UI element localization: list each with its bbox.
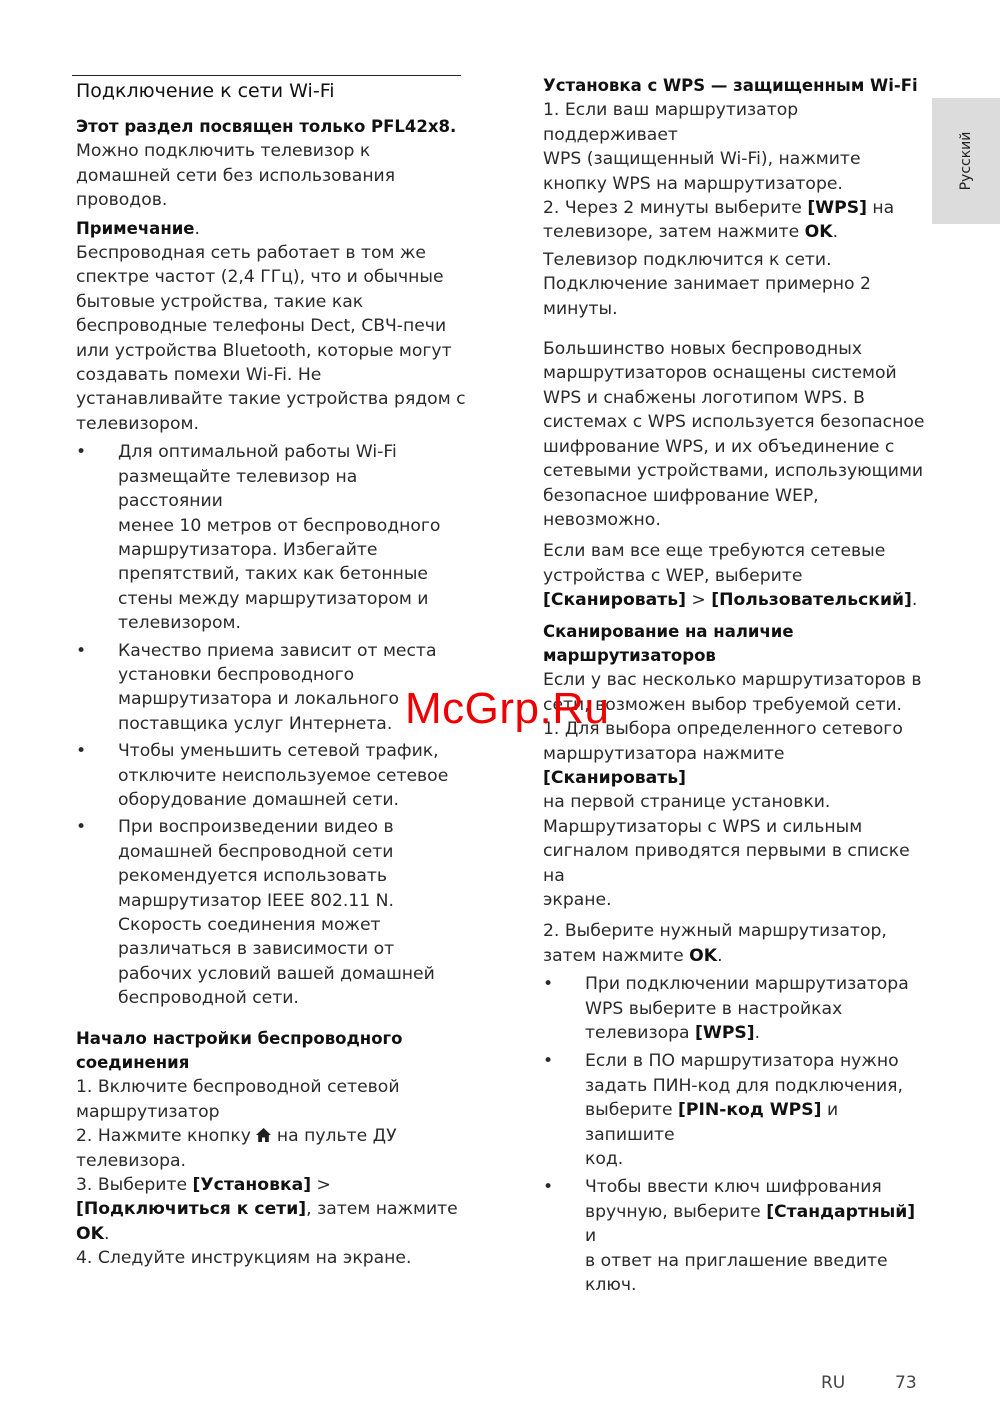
wep-line-6: сетевыми устройствами, использующими — [543, 461, 924, 482]
wps-step-2-line-2: телевизоре, затем нажмите OK. — [543, 222, 839, 243]
scan-line-2: сети, возможен выбор требуемой сети. — [543, 694, 902, 715]
language-tab — [932, 98, 1000, 224]
wps-result-line-2: Подключение занимает примерно 2 — [543, 274, 871, 295]
step-1-line-2: маршрутизатор — [76, 1101, 220, 1122]
intro-line-2: домашней сети без использования — [76, 165, 396, 186]
wps-heading: Установка с WPS — защищенным Wi-Fi — [543, 76, 918, 95]
wep-line-1: Большинство новых беспроводных — [543, 339, 863, 360]
step-2-line-2: телевизора. — [76, 1150, 187, 1171]
model-note: Этот раздел посвящен только PFL42x8. — [76, 117, 457, 136]
wps-result-line-1: Телевизор подключится к сети. — [543, 249, 832, 270]
note-line-7: устанавливайте такие устройства рядом с — [76, 389, 466, 410]
step-2-line-1: 2. Нажмите кнопку на пульте ДУ — [76, 1126, 397, 1147]
wps-result-line-3: минуты. — [543, 298, 618, 319]
wep-line-5: шифрование WPS, и их объединение с — [543, 436, 895, 457]
scan-heading-line-1: Сканирование на наличие — [543, 621, 794, 641]
intro-line-3: проводов. — [76, 190, 168, 211]
wep2-line-2: устройства с WEP, выберите — [543, 565, 803, 586]
wep-line-3: WPS и снабжены логотипом WPS. В — [543, 387, 865, 408]
step-3-line-1: 3. Выберите [Установка] > — [76, 1175, 331, 1196]
step-1-line-1: 1. Включите беспроводной сетевой — [76, 1077, 400, 1098]
page-number: 73 — [895, 1373, 917, 1393]
note-line-4: беспроводные телефоны Dect, СВЧ-печи — [76, 316, 447, 337]
scan-heading-line-2: маршрутизаторов — [543, 645, 716, 665]
scan-line-1: Если у вас несколько маршрутизаторов в — [543, 670, 922, 691]
scan-line-5: на первой странице установки. — [543, 792, 831, 813]
wps-step-1-line-2: WPS (защищенный Wi-Fi), нажмите — [543, 149, 861, 170]
note-line-1: Беспроводная сеть работает в том же — [76, 243, 426, 264]
bullet-reception-quality: • Качество приема зависит от места установки беспроводного маршрутизатора и локального поставщика услуг Интернета. — [76, 640, 437, 734]
bullet-video-playback: • При воспроизведении видео в домашней беспроводной сети рекомендуется использовать маршрутизатор IEEE 802.11 N. Скорость соединения может различаться в зависимости от рабочих условий вашей домашней беспроводной сети. — [76, 817, 435, 1009]
scan-step-2-line-1: 2. Выберите нужный маршрутизатор, — [543, 921, 887, 942]
scan-line-8: экране. — [543, 890, 612, 910]
wep-line-8: невозможно. — [543, 509, 661, 530]
note-line-2: спектре частот (2,4 ГГц), что и обычные — [76, 267, 444, 288]
scan-line-4: маршрутизатора нажмите [Сканировать] — [543, 743, 785, 788]
section-heading-line-2: соединения — [76, 1053, 190, 1073]
wps-step-1-line-3: кнопку WPS на маршрутизаторе. — [543, 173, 843, 194]
note-line-5: или устройства Bluetooth, которые могут — [76, 340, 452, 361]
bullet-wps-router: • При подключении маршрутизатора WPS выберите в настройках телевизора [WPS]. — [543, 974, 909, 1044]
title-rule — [72, 75, 461, 76]
wep-line-4: системах с WPS используется безопасное — [543, 412, 925, 433]
bullet-pin-code: • Если в ПО маршрутизатора нужно задать ПИН-код для подключения, выберите [PIN-код WPS] и запишите код. — [543, 1051, 903, 1170]
scan-line-6: Маршрутизаторы с WPS и сильным — [543, 816, 863, 837]
home-icon — [256, 1128, 271, 1142]
wep2-line-3: [Сканировать] > [Пользовательский]. — [543, 590, 918, 611]
bullet-manual-key: • Чтобы ввести ключ шифрования вручную, выберите [Стандартный] и в ответ на приглашение введите ключ. — [543, 1177, 916, 1296]
wep-line-2: маршрутизаторов оснащены системой — [543, 363, 897, 384]
bullet-wifi-placement: • Для оптимальной работы Wi-Fi размещайте телевизор на расстоянии менее 10 метров от беспроводного маршрутизатора. Избегайте препятствий, таких как бетонные стены между маршрутизатором и телевизором. — [76, 442, 441, 634]
note-line-6: создавать помехи Wi-Fi. Не — [76, 365, 322, 386]
watermark: McGrp.Ru — [405, 684, 610, 733]
scan-line-7: сигналом приводятся первыми в списке на — [543, 841, 910, 886]
section-heading-line-1: Начало настройки беспроводного — [76, 1028, 403, 1048]
step-3-line-3: OK. — [76, 1223, 110, 1244]
footer-language: RU — [821, 1373, 846, 1393]
scan-line-3: 1. Для выбора определенного сетевого — [543, 719, 903, 740]
wep-line-7: безопасное шифрование WEP, — [543, 485, 819, 506]
bullet-reduce-traffic: • Чтобы уменьшить сетевой трафик, отключите неиспользуемое сетевое оборудование домашней сети. — [76, 741, 449, 810]
wps-step-2-line-1: 2. Через 2 минуты выберите [WPS] на — [543, 198, 895, 219]
page-title: Подключение к сети Wi-Fi — [76, 80, 335, 102]
step-3-line-2: [Подключиться к сети], затем нажмите — [76, 1199, 458, 1220]
wps-step-1-line-1: 1. Если ваш маршрутизатор поддерживает — [543, 100, 799, 145]
note-line-8: телевизором. — [76, 413, 199, 434]
step-4: 4. Следуйте инструкциям на экране. — [76, 1248, 412, 1269]
note-line-3: бытовые устройства, такие как — [76, 291, 364, 312]
intro-line-1: Можно подключить телевизор к — [76, 141, 371, 162]
note-heading: Примечание. — [76, 218, 200, 239]
scan-step-2-line-2: затем нажмите OK. — [543, 945, 723, 966]
wep2-line-1: Если вам все еще требуются сетевые — [543, 541, 886, 562]
language-tab-label: Русский — [958, 131, 974, 191]
